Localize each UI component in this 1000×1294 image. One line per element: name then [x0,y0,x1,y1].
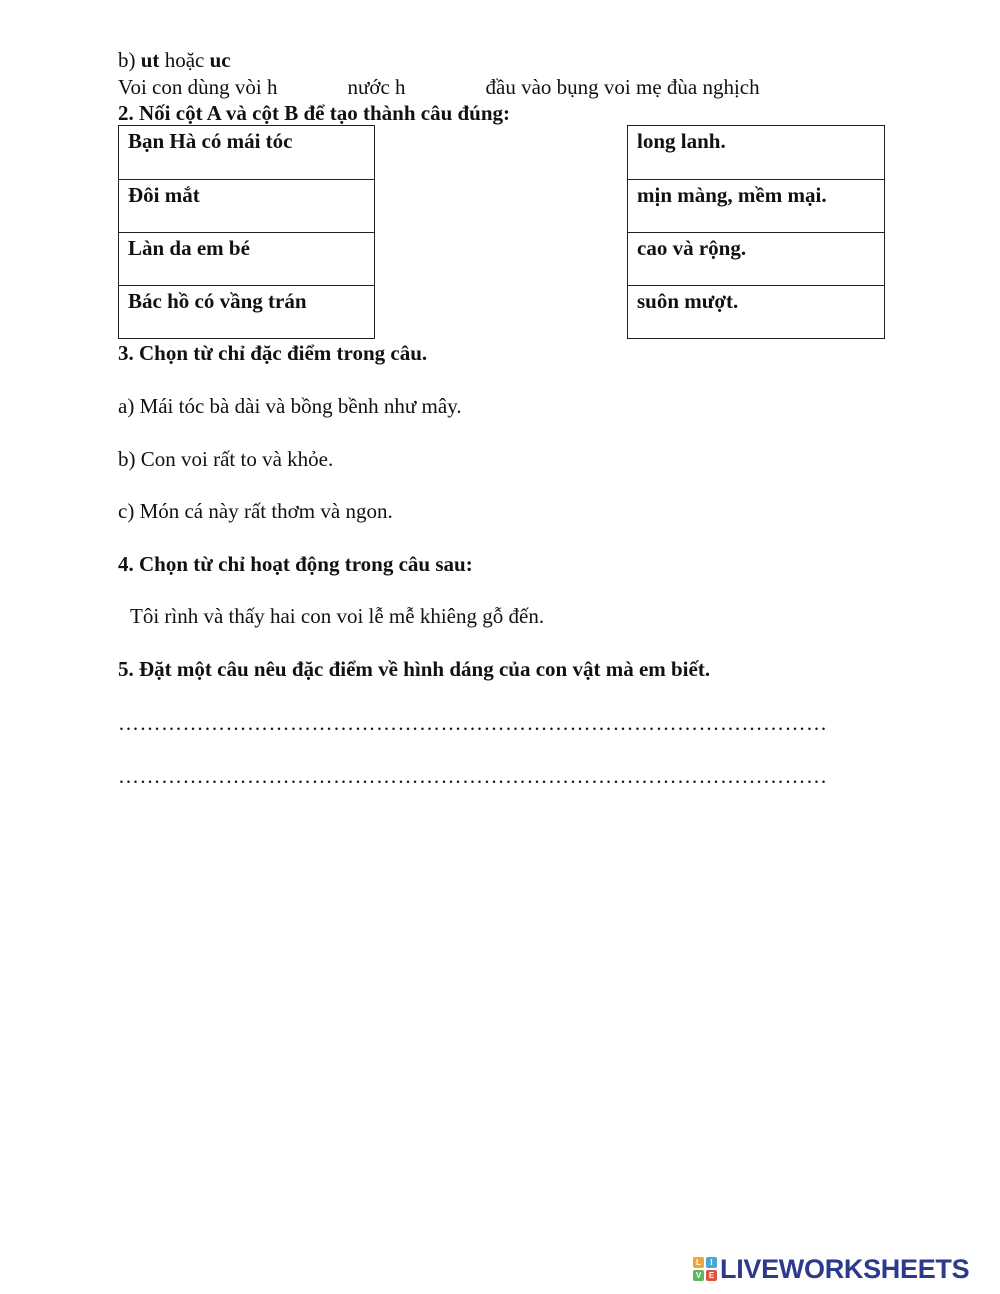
exercise-1b-header [118,47,231,73]
liveworksheets-logo [693,1252,969,1286]
column-b-item[interactable]: long lanh. [637,129,726,153]
logo-tile-v: V [693,1270,704,1281]
column-b-item[interactable]: cao và rộng. [628,232,884,285]
liveworksheets-icon [693,1257,717,1281]
column-a-table [118,125,375,339]
sentence-part-1: Voi con dùng vòi h [118,75,278,99]
logo-tile-e: E [706,1270,717,1281]
column-a-item[interactable]: Làn da em bé [119,232,374,285]
exercise-3-item-c: c) Món cá này rất thơm và ngon. [118,499,393,523]
column-a-item[interactable]: Đôi mắt [119,179,374,232]
sentence-part-3: đầu vào bụng voi mẹ đùa nghịch [485,75,760,99]
column-b-item[interactable]: mịn màng, mềm mại. [628,179,884,232]
exercise-3-item-b: b) Con voi rất to và khỏe. [118,447,334,471]
exercise-5-title: 5. Đặt một câu nêu đặc điểm về hình dáng của con vật mà em biết. [118,657,711,681]
exercise-4-sentence: Tôi rình và thấy hai con voi lễ mễ khiêng gỗ đến. [130,604,545,628]
answer-line-2[interactable]: ……………………………………………………………………………………… [118,764,828,788]
option-connector: hoặc [164,48,205,72]
exercise-4-title: 4. Chọn từ chỉ hoạt động trong câu sau: [118,552,473,576]
column-a-item[interactable]: Bác hồ có vầng trán [119,285,374,338]
column-b-table [627,125,885,339]
exercise-2-title: 2. Nối cột A và cột B để tạo thành câu đúng: [118,101,511,125]
column-b-item[interactable]: suôn mượt. [628,285,884,338]
logo-tile-i: I [706,1257,717,1268]
exercise-1b-sentence [118,74,760,100]
exercise-3-item-a: a) Mái tóc bà dài và bồng bềnh như mây. [118,394,462,418]
exercise-1b-prefix: b) [118,48,136,72]
exercise-3-title: 3. Chọn từ chỉ đặc điểm trong câu. [118,341,428,365]
option-ut: ut [140,48,160,72]
sentence-part-2: nước h [347,75,406,99]
answer-line-1[interactable]: ……………………………………………………………………………………… [118,711,828,735]
logo-tile-l: L [693,1257,704,1268]
logo-text: LIVEWORKSHEETS [720,1253,970,1284]
column-a-item[interactable]: Bạn Hà có mái tóc [128,129,293,153]
option-uc: uc [209,48,231,72]
